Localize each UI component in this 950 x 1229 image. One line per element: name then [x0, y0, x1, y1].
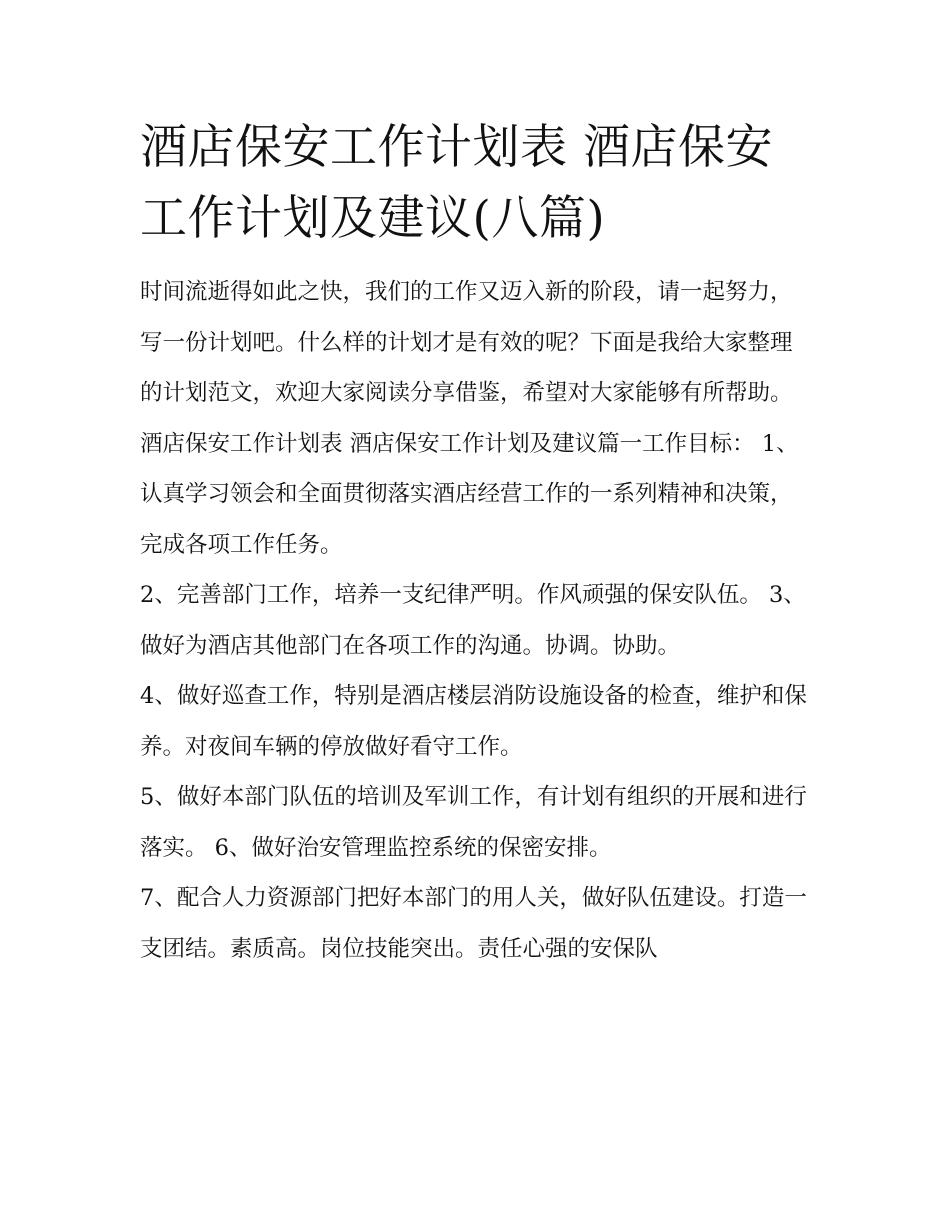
- paragraph-item-5-6: 5、做好本部门队伍的培训及军训工作，有计划有组织的开展和进行落实。 6、做好治安管理监控系统的保密安排。: [140, 784, 807, 861]
- paragraph-item-4: 4、做好巡查工作，特别是酒店楼层消防设施设备的检查，维护和保养。对夜间车辆的停放做好看守工作。: [140, 683, 807, 760]
- paragraph-item-2-3: 2、完善部门工作，培养一支纪律严明。作风顽强的保安队伍。 3、做好为酒店其他部门在各项工作的沟通。协调。协助。: [140, 582, 806, 659]
- paragraph-intro: 时间流逝得如此之快，我们的工作又迈入新的阶段，请一起努力，写一份计划吧。什么样的计划才是有效的呢？下面是我给大家整理的计划范文，欢迎大家阅读分享借鉴，希望对大家能够有所帮助。: [140, 279, 793, 406]
- document-title: 酒店保安工作计划表 酒店保安工作计划及建议(八篇): [140, 120, 773, 246]
- paragraph-section-one: 酒店保安工作计划表 酒店保安工作计划及建议篇一工作目标： 1、认真学习领会和全面贯彻落实酒店经营工作的一系列精神和决策，完成各项工作任务。: [140, 430, 799, 558]
- document-page: [140, 112, 812, 974]
- paragraph-item-7: 7、配合人力资源部门把好本部门的用人关，做好队伍建设。打造一支团结。素质高。岗位技能突出。责任心强的安保队: [140, 885, 807, 962]
